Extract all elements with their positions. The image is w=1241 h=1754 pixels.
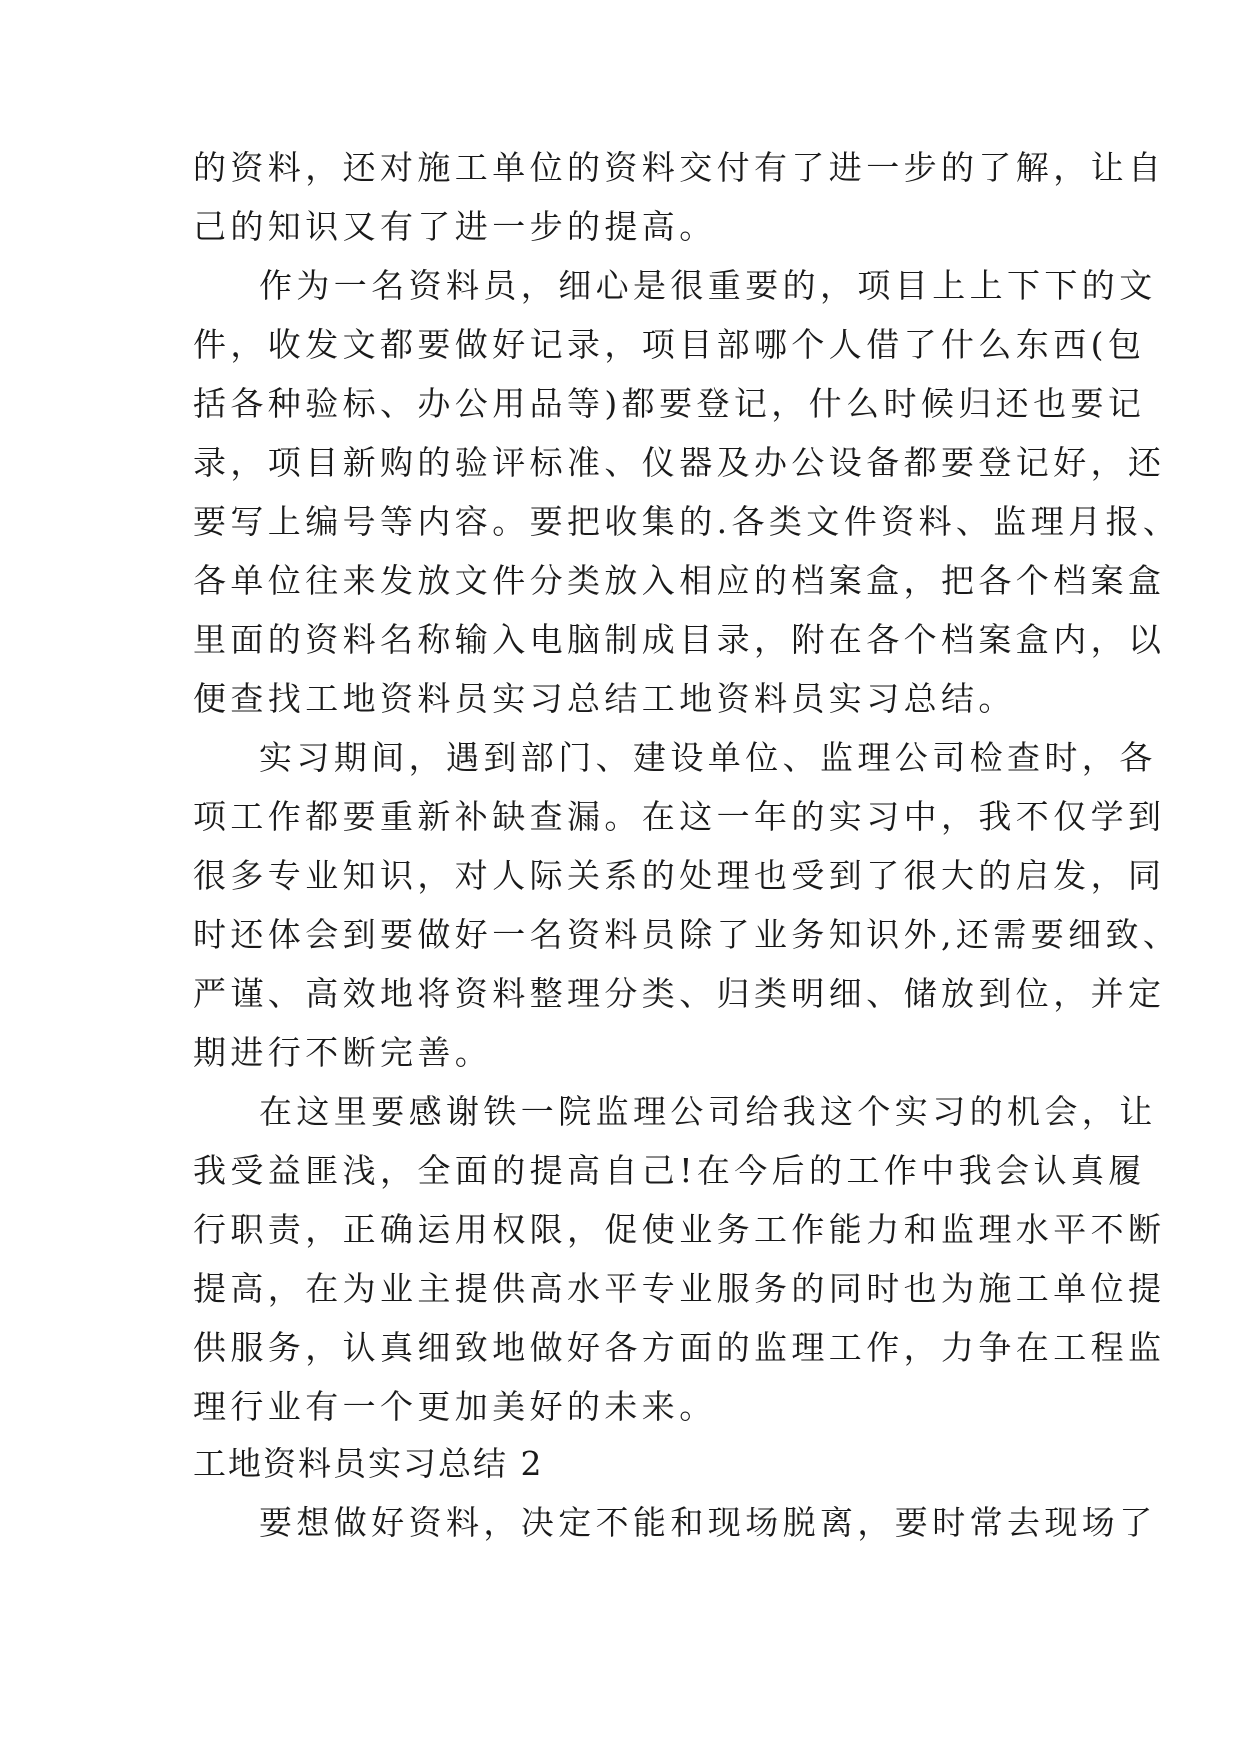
text-line: 录，项目新购的验评标准、仪器及办公设备都要登记好，还: [193, 443, 1166, 482]
text-line: 理行业有一个更加美好的未来。: [193, 1387, 717, 1426]
text-line: 件，收发文都要做好记录，项目部哪个人借了什么东西(包: [193, 325, 1146, 364]
text-line: 时还体会到要做好一名资料员除了业务知识外,还需要细致、: [193, 915, 1181, 954]
text-line: 项工作都要重新补缺查漏。在这一年的实习中，我不仅学到: [193, 797, 1166, 836]
paragraph-first-line: 在这里要感谢铁一院监理公司给我这个实习的机会，让: [259, 1092, 1157, 1131]
text-line: 里面的资料名称输入电脑制成目录，附在各个档案盒内，以: [193, 620, 1166, 659]
paragraph-first-line: 实习期间，遇到部门、建设单位、监理公司检查时，各: [259, 738, 1157, 777]
text-line: 期进行不断完善。: [193, 1033, 493, 1072]
text-line: 供服务，认真细致地做好各方面的监理工作，力争在工程监: [193, 1328, 1166, 1367]
text-line: 我受益匪浅，全面的提高自己!在今后的工作中我会认真履: [193, 1151, 1146, 1190]
text-line: 行职责，正确运用权限，促使业务工作能力和监理水平不断: [193, 1210, 1166, 1249]
section-heading: 工地资料员实习总结 2: [193, 1444, 544, 1483]
paragraph-first-line: 要想做好资料，决定不能和现场脱离，要时常去现场了: [259, 1503, 1157, 1542]
text-line: 提高，在为业主提供高水平专业服务的同时也为施工单位提: [193, 1269, 1166, 1308]
text-line: 的资料，还对施工单位的资料交付有了进一步的了解，让自: [193, 148, 1166, 187]
text-line: 很多专业知识，对人际关系的处理也受到了很大的启发，同: [193, 856, 1166, 895]
paragraph-first-line: 作为一名资料员，细心是很重要的，项目上上下下的文: [259, 266, 1157, 305]
text-line: 各单位往来发放文件分类放入相应的档案盒，把各个档案盒: [193, 561, 1166, 600]
text-line: 要写上编号等内容。要把收集的.各类文件资料、监理月报、: [193, 502, 1181, 541]
text-line: 括各种验标、办公用品等)都要登记，什么时候归还也要记: [193, 384, 1146, 423]
text-line: 便查找工地资料员实习总结工地资料员实习总结。: [193, 679, 1016, 718]
text-line: 严谨、高效地将资料整理分类、归类明细、储放到位，并定: [193, 974, 1166, 1013]
text-line: 己的知识又有了进一步的提高。: [193, 207, 717, 246]
